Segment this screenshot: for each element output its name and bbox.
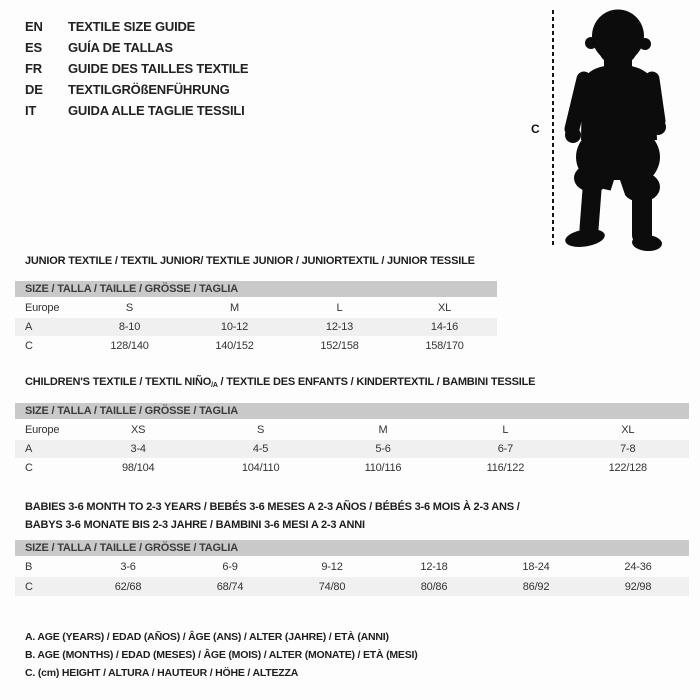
children-size-table <box>15 403 689 477</box>
lang-row-it <box>25 100 248 121</box>
children-title-post: / TEXTILE DES ENFANTS / KINDERTEXTIL / BAMBINI TESSILE <box>217 376 536 388</box>
lang-title: GUIDE DES TAILLES TEXTILE <box>68 61 249 76</box>
table-row <box>15 577 689 596</box>
junior-size-table <box>15 281 497 355</box>
size-cell: 80/86 <box>383 577 485 596</box>
row-label: C <box>15 577 77 596</box>
lang-row-fr <box>25 58 248 79</box>
size-cell: 140/152 <box>215 339 254 352</box>
size-cell: L <box>336 301 343 314</box>
size-cell: 12-18 <box>420 560 448 573</box>
language-title-list <box>25 16 248 121</box>
lang-code: DE <box>25 82 43 97</box>
table-header-row <box>15 540 689 556</box>
table-row <box>15 318 497 336</box>
row-label: A <box>15 440 77 458</box>
row-label: C <box>25 461 33 474</box>
babies-section-title <box>25 498 520 534</box>
junior-section-title: JUNIOR TEXTILE / TEXTIL JUNIOR/ TEXTILE JUNIOR / JUNIORTEXTIL / JUNIOR TESSILE <box>25 255 475 267</box>
row-label: B <box>25 560 33 573</box>
size-cell: S <box>125 301 134 314</box>
size-cell: 158/170 <box>425 339 464 352</box>
lang-code: EN <box>25 19 43 34</box>
babies-size-table <box>15 540 689 596</box>
children-section-title <box>25 373 535 395</box>
size-cell: L <box>502 423 509 436</box>
size-cell: 62/68 <box>77 577 179 596</box>
lang-code: FR <box>25 61 42 76</box>
size-cell: 74/80 <box>281 577 383 596</box>
row-label: A <box>15 318 77 336</box>
size-cell: 3-6 <box>120 560 136 573</box>
size-cell: 104/110 <box>241 461 280 474</box>
size-header-cell: SIZE / TALLA / TAILLE / GRÖSSE / TAGLIA <box>15 281 497 297</box>
table-row <box>15 458 689 477</box>
size-cell: 92/98 <box>587 577 689 596</box>
size-cell: 12-13 <box>287 318 392 336</box>
table-header-row <box>15 403 689 419</box>
size-cell: 110/116 <box>364 461 402 474</box>
footnote-a: A. AGE (YEARS) / EDAD (AÑOS) / ÂGE (ANS) / ALTER (JAHRE) / ETÀ (ANNI) <box>25 631 389 643</box>
size-cell: M <box>230 301 239 314</box>
size-cell: 9-12 <box>321 560 343 573</box>
lang-title: GUIDA ALLE TAGLIE TESSILI <box>68 103 245 118</box>
height-measure-label: C <box>531 122 540 136</box>
size-cell: 122/128 <box>608 461 647 474</box>
baby-silhouette <box>558 5 683 255</box>
size-cell: 7-8 <box>567 440 689 458</box>
lang-row-es <box>25 37 248 58</box>
table-header-row <box>15 281 497 297</box>
size-cell: 24-36 <box>624 560 652 573</box>
size-cell: 3-4 <box>77 440 199 458</box>
size-header-cell: SIZE / TALLA / TAILLE / GRÖSSE / TAGLIA <box>15 403 689 419</box>
size-cell: 10-12 <box>182 318 287 336</box>
lang-code: IT <box>25 103 37 118</box>
children-title-sub: /A <box>211 382 218 389</box>
lang-row-de <box>25 79 248 100</box>
size-cell: 4-5 <box>199 440 321 458</box>
size-cell: S <box>257 423 265 436</box>
size-cell: 6-9 <box>222 560 238 573</box>
lang-title: GUÍA DE TALLAS <box>68 40 173 55</box>
size-cell: 128/140 <box>110 339 149 352</box>
height-measure-dashed-line <box>552 10 554 246</box>
size-header-cell: SIZE / TALLA / TAILLE / GRÖSSE / TAGLIA <box>15 540 689 556</box>
table-row <box>15 336 497 355</box>
row-label: Europe <box>25 423 60 436</box>
footnotes <box>25 628 418 682</box>
babies-title-line2: BABYS 3-6 MONATE BIS 2-3 JAHRE / BAMBINI 3-6 MESI A 2-3 ANNI <box>25 519 365 531</box>
table-row <box>15 419 689 440</box>
size-cell: 6-7 <box>444 440 566 458</box>
size-cell: 86/92 <box>485 577 587 596</box>
table-row <box>15 440 689 458</box>
table-row <box>15 556 689 577</box>
table-row <box>15 297 497 318</box>
footnote-b: B. AGE (MONTHS) / EDAD (MESES) / ÂGE (MOIS) / ALTER (MONATE) / ETÀ (MESI) <box>25 649 418 661</box>
lang-title: TEXTILGRÖßENFÜHRUNG <box>68 82 230 97</box>
footnote-c: C. (cm) HEIGHT / ALTURA / HAUTEUR / HÖHE / ALTEZZA <box>25 667 299 679</box>
size-cell: XL <box>437 301 452 314</box>
lang-row-en <box>25 16 248 37</box>
babies-title-line1: BABIES 3-6 MONTH TO 2-3 YEARS / BEBÉS 3-6 MESES A 2-3 AÑOS / BÉBÉS 3-6 MOIS À 2-3 ANS / <box>25 501 520 513</box>
lang-code: ES <box>25 40 42 55</box>
size-cell: 116/122 <box>486 461 525 474</box>
row-label: Europe <box>25 301 60 314</box>
row-label: C <box>25 339 33 352</box>
size-cell: XL <box>621 423 635 436</box>
lang-title: TEXTILE SIZE GUIDE <box>68 19 196 34</box>
size-cell: 8-10 <box>77 318 182 336</box>
size-cell: M <box>378 423 388 436</box>
size-cell: 98/104 <box>121 461 155 474</box>
size-cell: 152/158 <box>320 339 359 352</box>
size-cell: 68/74 <box>179 577 281 596</box>
size-cell: 14-16 <box>392 318 497 336</box>
size-cell: 5-6 <box>322 440 444 458</box>
size-cell: XS <box>131 423 146 436</box>
children-title-pre: CHILDREN'S TEXTILE / TEXTIL NIÑO <box>25 376 212 388</box>
size-cell: 18-24 <box>522 560 550 573</box>
